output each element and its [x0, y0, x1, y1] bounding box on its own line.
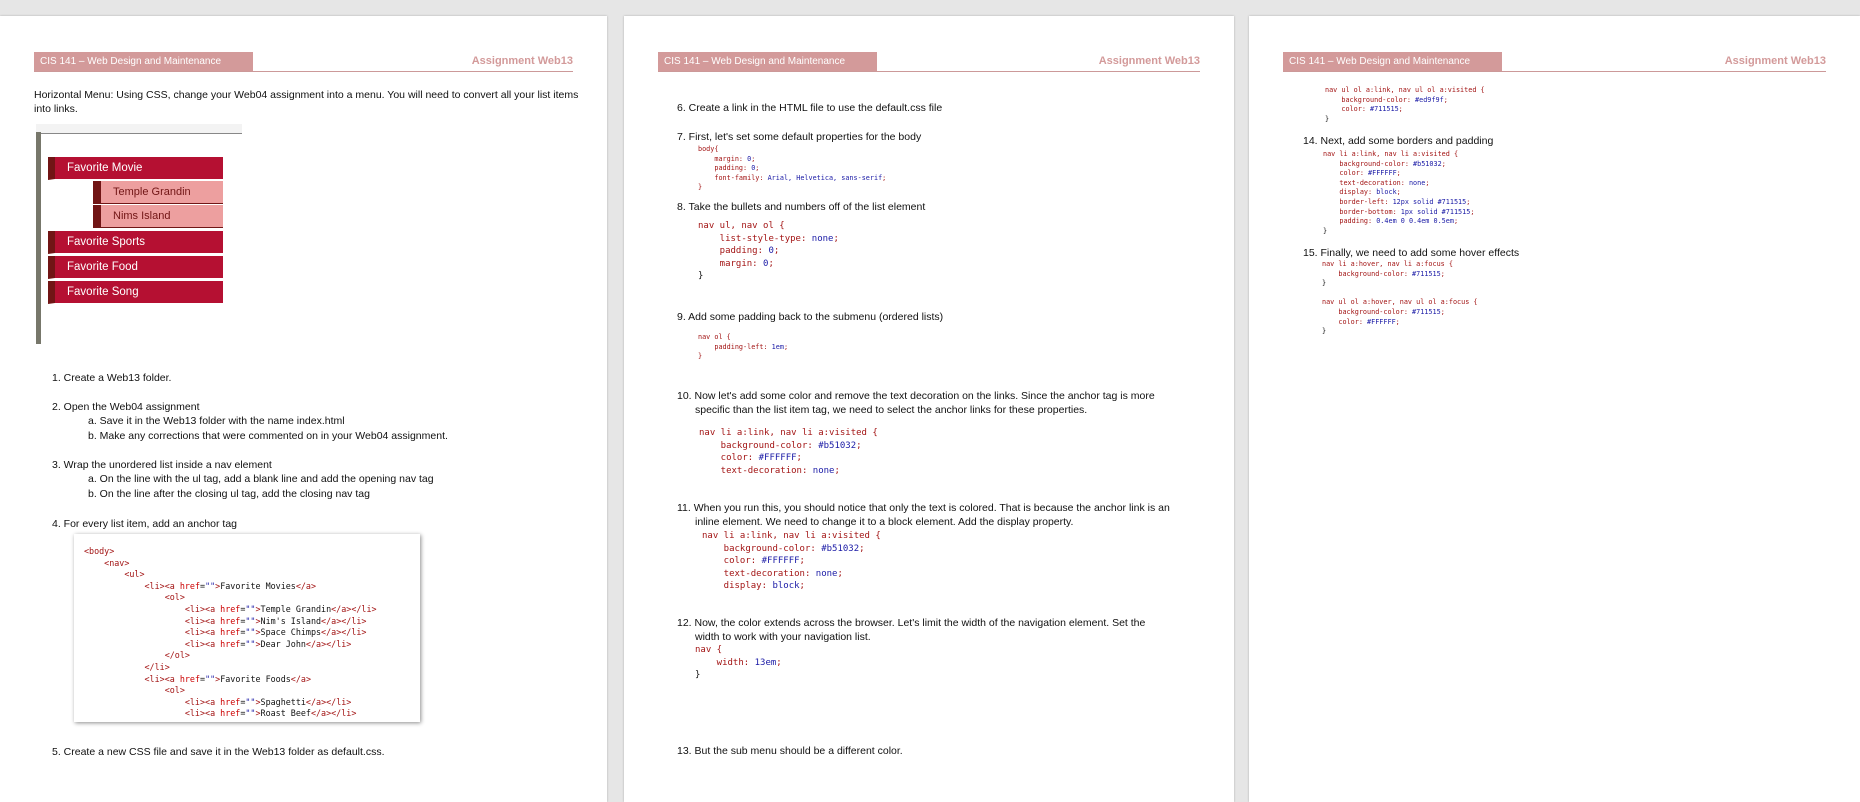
course-title: CIS 141 – Web Design and Maintenance: [34, 52, 253, 71]
step-1: 1. Create a Web13 folder.: [52, 372, 172, 384]
step-13: 13. But the sub menu should be a different color.: [677, 745, 903, 757]
step-2a: a. Save it in the Web13 folder with the name index.html: [88, 415, 345, 427]
css-display-code: nav li a:link, nav li a:visited { background-color: #b51032; color: #FFFFFF; text-decoration: none; display: block;: [702, 531, 881, 592]
css-border-code: nav li a:link, nav li a:visited { background-color: #b51032; color: #FFFFFF; text-decoration: none; display: block; border-left: 12px solid #711515; border-bottom: 1px solid #711515; padding: 0.4em 0 0.4em 0.5em; }: [1323, 150, 1475, 235]
submenu-item-temple-grandin: Temple Grandin: [93, 181, 223, 204]
code-line: <ol>: [164, 592, 185, 603]
course-title: CIS 141 – Web Design and Maintenance: [1283, 52, 1502, 71]
step-7: 7. First, let's set some default properties for the body: [677, 131, 922, 143]
step-12-cont: width to work with your navigation list.: [695, 631, 871, 643]
course-title: CIS 141 – Web Design and Maintenance: [658, 52, 877, 71]
browser-frame: [36, 124, 242, 134]
css-submenu-color-code: nav ul ol a:link, nav ul ol a:visited { background-color: #ed9f9f; color: #711515; }: [1325, 86, 1485, 123]
step-3a: a. On the line with the ul tag, add a blank line and add the opening nav tag: [88, 473, 434, 485]
code-line: <body>: [84, 546, 115, 556]
step-11: 11. When you run this, you should notice that only the text is colored. That is because the anchor link is an: [677, 502, 1170, 514]
code-line: <li><a href="">Nim's Island</a></li>: [184, 615, 367, 626]
page-header: [34, 52, 573, 72]
menu-item-favorite-food: Favorite Food: [48, 256, 223, 279]
code-line: <li><a href="">Dear John</a></li>: [184, 638, 352, 649]
page-header: [658, 52, 1200, 72]
document-page-3: [1249, 16, 1860, 802]
code-line: <li><a href="">Spaghetti</a></li>: [184, 696, 352, 707]
menu-item-favorite-movie: Favorite Movie: [48, 157, 223, 180]
step-15: 15. Finally, we need to add some hover effects: [1303, 247, 1520, 259]
assignment-title: Assignment Web13: [1724, 55, 1826, 67]
step-6: 6. Create a link in the HTML file to use the default.css file: [677, 102, 943, 114]
intro-text: Horizontal Menu: Using CSS, change your Web04 assignment into a menu. You will need to convert all your list items into links.: [34, 89, 579, 115]
code-line: </ol>: [164, 650, 190, 661]
assignment-title: Assignment Web13: [471, 55, 573, 67]
code-line: <nav>: [104, 557, 130, 568]
code-line: <li><a href="">Favorite Movies</a>: [144, 580, 317, 591]
code-line: <li><a href="">Space Chimps</a></li>: [184, 627, 367, 638]
step-3b: b. On the line after the closing ul tag, add the closing nav tag: [88, 488, 370, 500]
css-width-code: nav { width: 13em; }: [695, 645, 782, 681]
menu-item-favorite-sports: Favorite Sports: [48, 231, 223, 254]
step-11-cont: inline element. We need to change it to a block element. Add the display property.: [695, 516, 1074, 528]
code-line: <ul>: [124, 569, 145, 580]
code-line: <li><a href="">Temple Grandin</a></li>: [184, 603, 377, 614]
code-line: <li><a href="">Roast Beef</a></li>: [184, 708, 357, 719]
code-line: <li><a href="">Favorite Foods</a>: [144, 673, 311, 684]
css-color-code: nav li a:link, nav li a:visited { background-color: #b51032; color: #FFFFFF; text-decoration: none;: [699, 428, 878, 476]
code-line: <ol>: [164, 685, 185, 696]
assignment-title: Assignment Web13: [1098, 55, 1200, 67]
menu-item-favorite-song: Favorite Song: [48, 281, 223, 304]
html-code-screenshot: [74, 534, 420, 722]
step-2: 2. Open the Web04 assignment: [52, 401, 200, 413]
step-10-cont: specific than the list item tag, we need to select the anchor links for these properties.: [695, 404, 1088, 416]
step-14: 14. Next, add some borders and padding: [1303, 135, 1494, 147]
menu-preview-image: [36, 124, 242, 344]
submenu-item-nims-island: Nims Island: [93, 205, 223, 228]
document-page-2: [624, 16, 1234, 802]
page-header: [1283, 52, 1826, 72]
css-body-code: body{ margin: 0; padding: 0; font-family: Arial, Helvetica, sans-serif; }: [698, 145, 887, 192]
step-5: 5. Create a new CSS file and save it in the Web13 folder as default.css.: [52, 746, 385, 758]
css-hover-code: nav li a:hover, nav li a:focus { background-color: #711515; } nav ul ol a:hover, nav ul ol a:focus { background-color: #711515; color: #FFFFFF; }: [1322, 260, 1478, 336]
css-padding-code: nav ol { padding-left: 1em; }: [698, 333, 789, 361]
step-9: 9. Add some padding back to the submenu (ordered lists): [677, 311, 944, 323]
document-page-1: [0, 16, 607, 802]
step-4: 4. For every list item, add an anchor tag: [52, 518, 238, 530]
html-code-block: [84, 546, 377, 720]
step-12: 12. Now, the color extends across the browser. Let's limit the width of the navigation element. Set the: [677, 617, 1146, 629]
step-10: 10. Now let's add some color and remove the text decoration on the links. Since the anchor tag is more: [677, 390, 1155, 402]
browser-frame-left: [36, 132, 41, 344]
code-line: </li>: [144, 661, 170, 672]
step-8: 8. Take the bullets and numbers off of the list element: [677, 201, 926, 213]
css-list-reset-code: nav ul, nav ol { list-style-type: none; padding: 0; margin: 0; }: [698, 221, 839, 282]
step-2b: b. Make any corrections that were commented on in your Web04 assignment.: [88, 430, 448, 442]
step-3: 3. Wrap the unordered list inside a nav element: [52, 459, 272, 471]
